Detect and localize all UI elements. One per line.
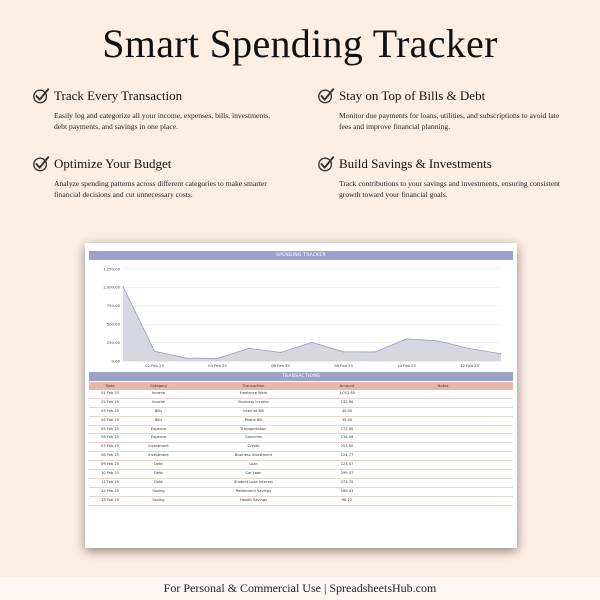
footer: For Personal & Commercial Use | SpreadsheetsHub.com: [0, 577, 600, 600]
data-point: [280, 352, 281, 353]
x-tick-label: 02 Feb 25: [145, 363, 164, 368]
table-cell: Debt: [154, 479, 163, 484]
table-cell: Phone Bill: [244, 417, 263, 422]
table-cell: [373, 497, 513, 505]
data-point: [500, 353, 501, 354]
column-header: Date: [105, 383, 115, 388]
table-cell: Expense: [150, 435, 167, 440]
y-tick-label: 0.00: [111, 358, 120, 364]
table-cell: 253.50: [340, 444, 354, 449]
table-row[interactable]: [89, 434, 513, 443]
data-point: [248, 348, 249, 349]
table-cell: 09 Feb 25: [101, 462, 119, 467]
feature-description: Track contributions to your savings and investments, ensuring consistent growth toward your financial goals.: [339, 179, 560, 199]
y-tick-label: 500.00: [106, 321, 120, 327]
table-cell: 01 Feb 25: [101, 391, 119, 395]
data-point: [185, 357, 186, 358]
table-cell: 98.12: [341, 497, 353, 502]
table-cell: [373, 461, 513, 469]
x-tick-label: 08 Feb 25: [334, 363, 353, 368]
checkmark-circle-icon: [32, 87, 50, 105]
x-tick-label: 04 Feb 25: [208, 363, 227, 368]
table-row[interactable]: [89, 408, 513, 417]
table-row[interactable]: [89, 390, 513, 399]
table-cell: 299.37: [340, 471, 354, 476]
table-cell: Saving: [152, 497, 165, 502]
table-cell: Income: [151, 399, 166, 404]
table-row[interactable]: [89, 488, 513, 497]
table-cell: 40.00: [341, 408, 353, 413]
table-cell: 05 Feb 25: [101, 426, 119, 431]
table-row[interactable]: [89, 443, 513, 452]
spending-area-chart: [89, 259, 513, 371]
table-cell: [373, 426, 513, 434]
table-cell: [373, 443, 513, 451]
spending-area: [123, 286, 501, 361]
table-row[interactable]: [89, 470, 513, 479]
table-header-row: [89, 382, 513, 390]
page-title: Smart Spending Tracker: [102, 21, 498, 66]
transactions-header: TRANSACTIONS: [89, 372, 513, 381]
table-row[interactable]: [89, 479, 513, 488]
table-row[interactable]: [89, 497, 513, 506]
table-cell: Debt: [154, 471, 163, 476]
table-cell: Business Income: [238, 399, 269, 404]
table-cell: Income: [151, 391, 166, 395]
checkmark-circle-icon: [317, 87, 335, 105]
table-cell: Investment: [148, 453, 169, 458]
table-cell: 06 Feb 25: [101, 435, 119, 440]
data-point: [343, 351, 344, 352]
data-point: [437, 340, 438, 341]
table-cell: Student Loan Interest: [234, 479, 273, 484]
table-cell: 116.09: [340, 435, 354, 440]
table-cell: [373, 434, 513, 442]
table-cell: 124.77: [340, 453, 354, 458]
table-cell: Loan: [249, 462, 258, 467]
data-point: [406, 338, 407, 339]
spreadsheet-preview: [85, 243, 517, 548]
table-cell: Internet Bill: [243, 408, 264, 413]
data-point: [374, 351, 375, 352]
table-cell: Retirement Savings: [235, 488, 272, 493]
table-cell: 13 Feb 25: [101, 497, 119, 502]
checkmark-circle-icon: [32, 155, 50, 173]
table-row[interactable]: [89, 461, 513, 470]
data-point: [311, 342, 312, 343]
feature-description: Monitor due payments for loans, utilities, and subscriptions to avoid late fees and improve financial planning.: [339, 111, 560, 131]
feature-bills-debt: [317, 87, 562, 132]
table-cell: Groceries: [244, 435, 263, 440]
feature-description: Easily log and categorize all your income, expenses, bills, investments, debt payments, and savings in one place.: [54, 111, 271, 131]
table-row[interactable]: [89, 426, 513, 435]
y-tick-label: 750.00: [106, 303, 120, 309]
table-row[interactable]: [89, 399, 513, 408]
feature-description: Analyze spending patterns across different categories to make smarter financial decisions and cut unnecessary costs.: [54, 179, 267, 199]
table-cell: [373, 470, 513, 478]
table-cell: [373, 399, 513, 407]
table-cell: 08 Feb 25: [101, 453, 119, 458]
table-cell: 03 Feb 25: [101, 408, 119, 413]
checkmark-circle-icon: [317, 155, 335, 173]
column-header: Amount: [339, 383, 355, 388]
table-cell: Debt: [154, 462, 163, 467]
data-point: [122, 286, 123, 287]
x-tick-label: 06 Feb 25: [271, 363, 290, 368]
feature-title: Build Savings & Investments: [339, 156, 492, 171]
table-cell: Transportation: [240, 426, 267, 431]
table-row[interactable]: [89, 452, 513, 461]
table-cell: [373, 488, 513, 496]
feature-title: Stay on Top of Bills & Debt: [339, 88, 486, 103]
table-cell: Expense: [150, 426, 167, 431]
table-cell: Crypto: [247, 444, 260, 449]
table-cell: [373, 408, 513, 416]
table-cell: 172.00: [340, 426, 354, 431]
data-point: [154, 351, 155, 352]
table-cell: 169.43: [340, 488, 354, 493]
feature-savings-investments: [317, 155, 562, 200]
feature-title: Optimize Your Budget: [54, 156, 172, 171]
chart-header: SPENDING TRACKER: [89, 251, 513, 260]
table-cell: Investment: [148, 444, 169, 449]
table-cell: [373, 452, 513, 460]
data-point: [469, 348, 470, 349]
table-cell: [373, 390, 513, 398]
table-cell: Freelance Work: [239, 391, 268, 395]
transactions-table: [89, 382, 513, 506]
table-cell: Car Loan: [245, 471, 262, 476]
column-header: Notes: [437, 383, 449, 388]
x-tick-label: 12 Feb 25: [460, 363, 479, 368]
table-cell: 11 Feb 25: [101, 479, 119, 484]
table-cell: [373, 417, 513, 425]
y-tick-label: 250.00: [106, 339, 120, 345]
table-cell: [373, 479, 513, 487]
table-cell: 123.47: [340, 462, 354, 467]
table-row[interactable]: [89, 417, 513, 426]
table-cell: Saving: [152, 488, 165, 493]
column-header: Category: [149, 383, 168, 388]
table-cell: Bills: [154, 408, 163, 413]
table-cell: Business Investment: [234, 453, 273, 458]
table-cell: Health Savings: [240, 497, 267, 502]
y-tick-label: 1,000.00: [103, 284, 120, 290]
feature-optimize-budget: [32, 155, 277, 200]
feature-title: Track Every Transaction: [54, 88, 183, 103]
table-cell: 1,012.85: [338, 391, 355, 395]
column-header: Transaction: [242, 383, 265, 388]
table-cell: 35.00: [341, 417, 353, 422]
feature-track-transactions: [32, 87, 277, 132]
table-cell: Bills: [154, 417, 163, 422]
table-cell: 02 Feb 25: [101, 399, 119, 404]
table-cell: 04 Feb 25: [101, 417, 119, 422]
y-tick-label: 1,250.00: [103, 266, 120, 272]
table-cell: 272.70: [340, 479, 354, 484]
table-cell: 12 Feb 25: [101, 488, 119, 493]
data-point: [217, 358, 218, 359]
table-cell: 132.90: [340, 399, 354, 404]
table-cell: 10 Feb 25: [101, 471, 119, 476]
x-tick-label: 10 Feb 25: [397, 363, 416, 368]
table-cell: 07 Feb 25: [101, 444, 119, 449]
